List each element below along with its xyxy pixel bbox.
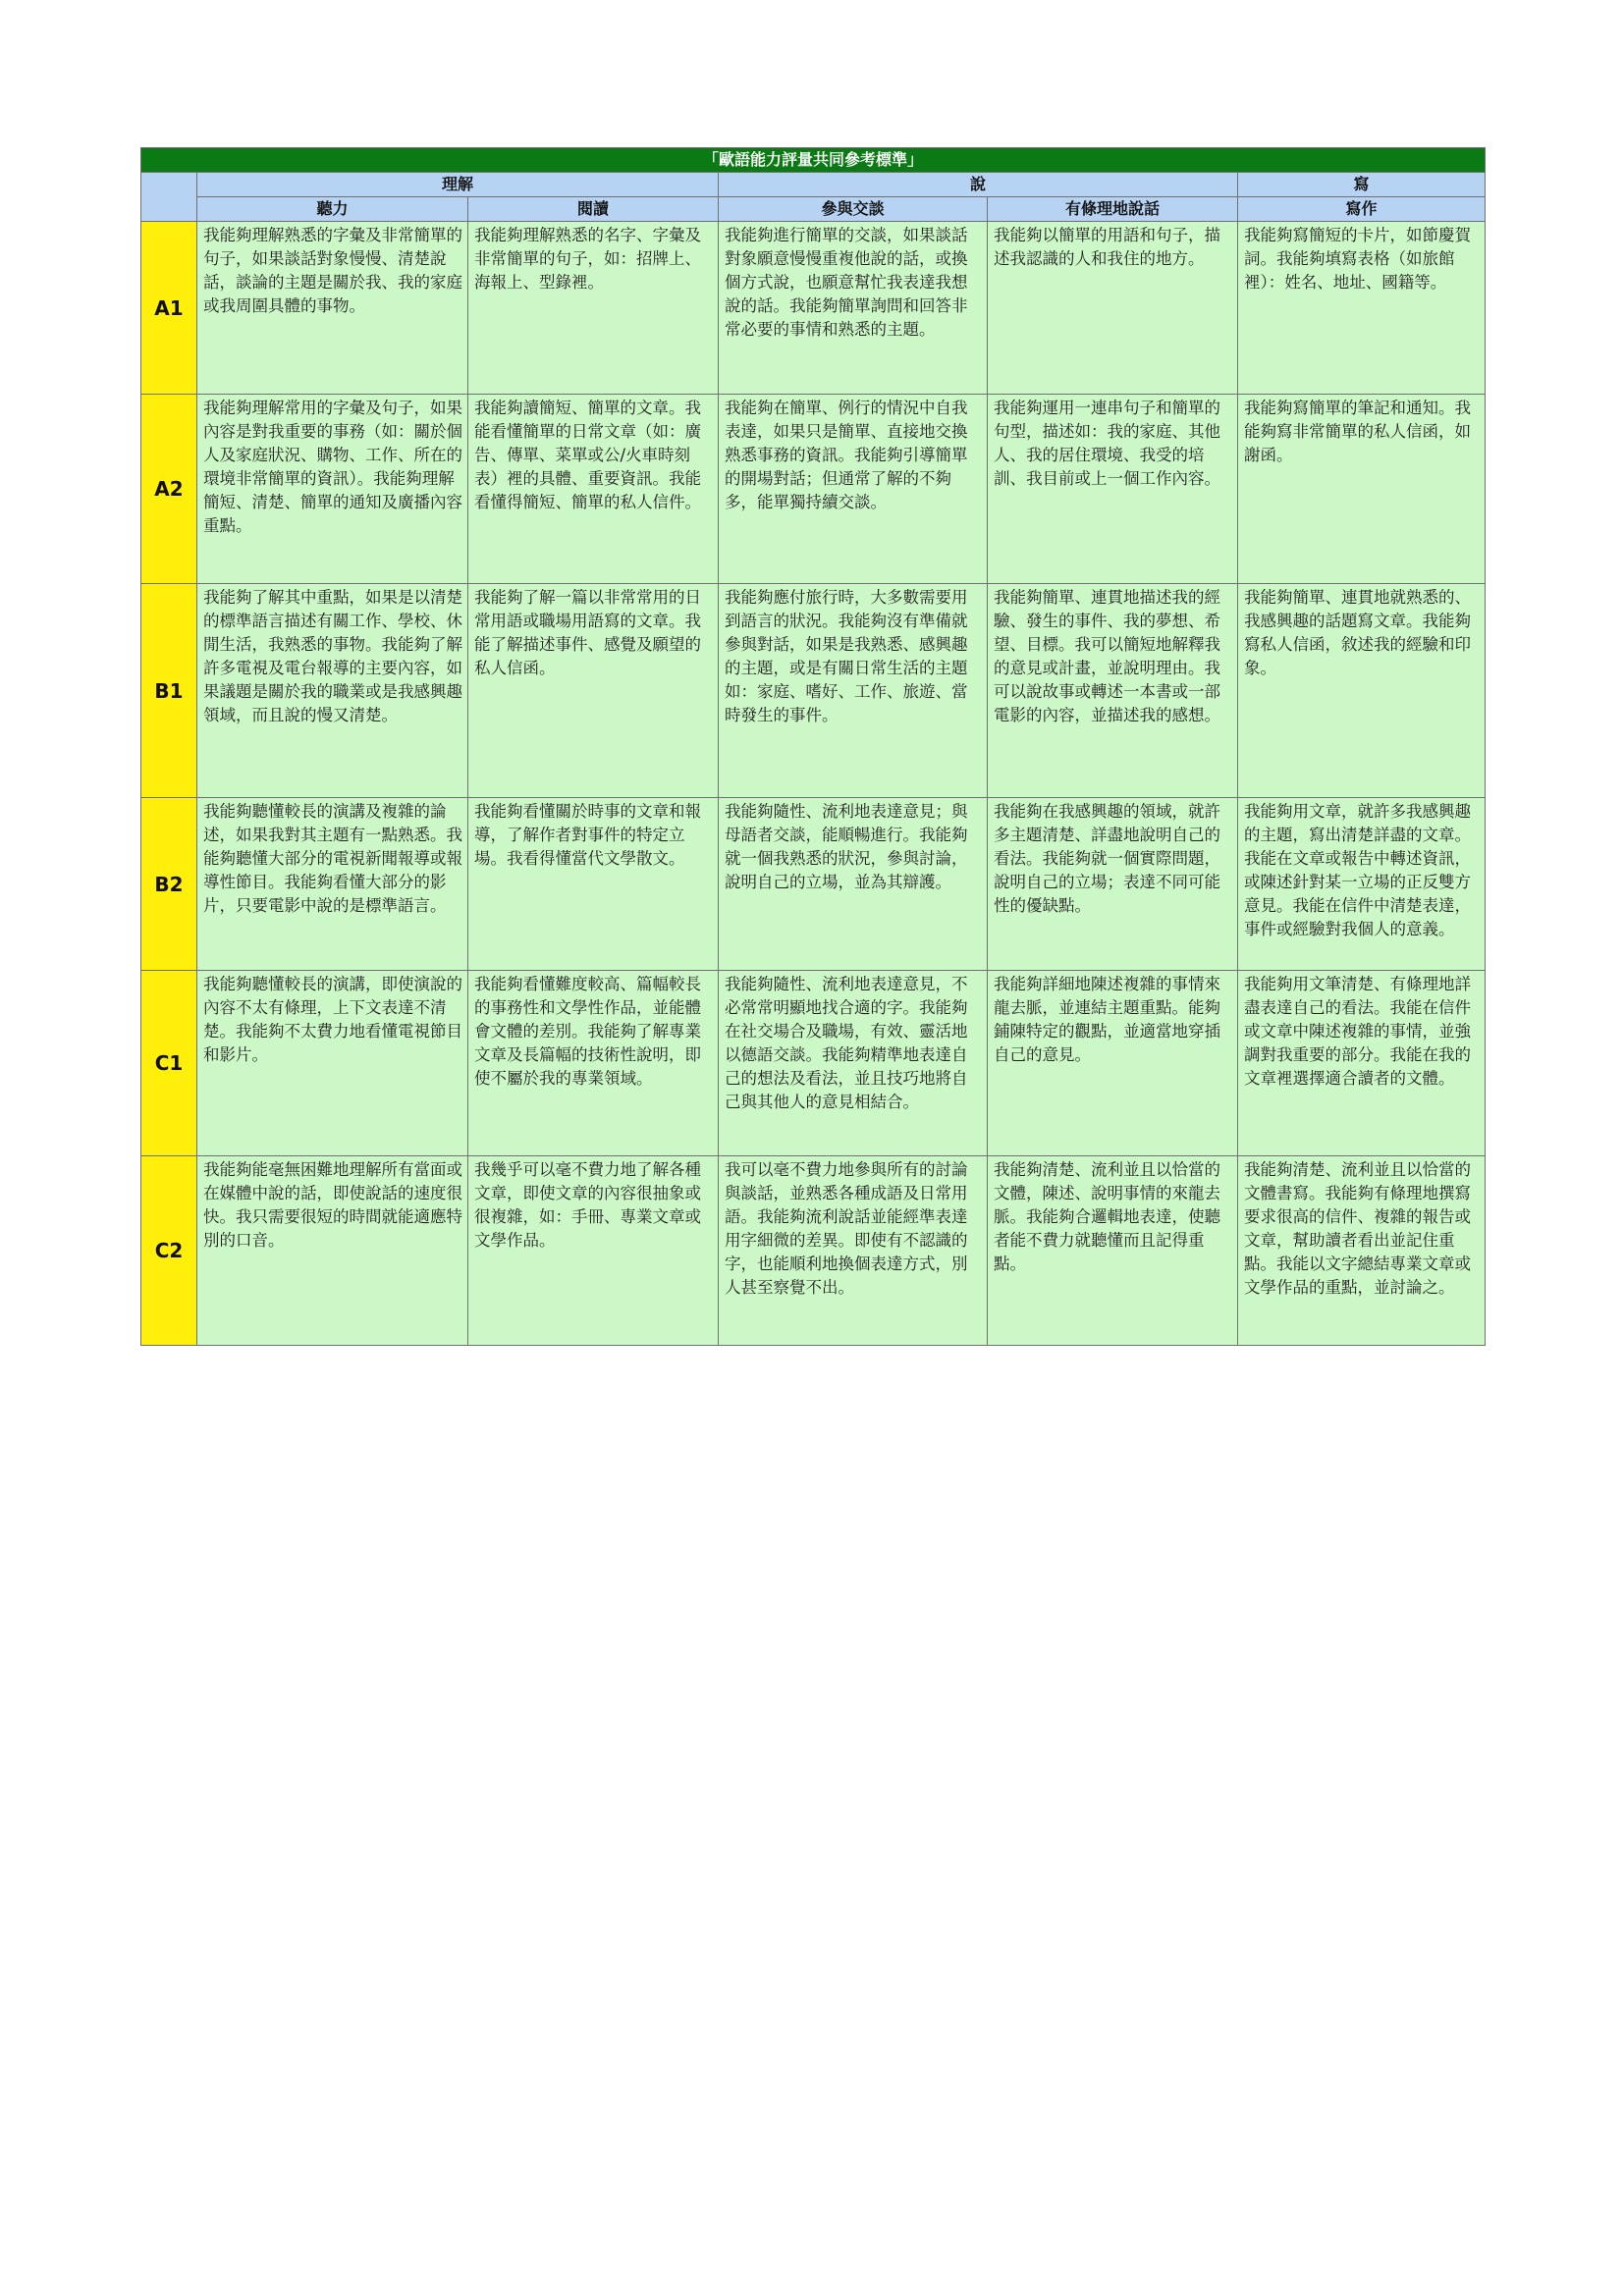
level-label: C2 (141, 1156, 197, 1346)
descriptor-cell (468, 584, 719, 798)
cell-text: 我能夠運用一連串句子和簡單的句型，描述如：我的家庭、其他人、我的居住環境、我受的培訓、我目前或上一個工作內容。 (994, 399, 1220, 488)
skill-header-writing: 寫作 (1238, 197, 1486, 222)
cell-text: 我能夠應付旅行時，大多數需要用到語言的狀況。我能夠沒有準備就參與對話，如果是我熟悉、感興趣的主題，或是有關日常生活的主題如：家庭、嗜好、工作、旅遊、當時發生的事件。 (725, 588, 968, 724)
descriptor-cell (719, 798, 988, 971)
level-label: C1 (141, 971, 197, 1156)
skill-header-reading: 閱讀 (468, 197, 719, 222)
level-label: A1 (141, 222, 197, 395)
corner-cell (141, 173, 197, 222)
cell-text: 我能夠理解熟悉的字彙及非常簡單的句子，如果談話對象慢慢、清楚說話，談論的主題是關於我、我的家庭或我周圍具體的事物。 (203, 226, 462, 315)
cell-text: 我能夠在簡單、例行的情況中自我表達，如果只是簡單、直接地交換熟悉事務的資訊。我能夠引導簡單的開場對話；但通常了解的不夠多，能單獨持續交談。 (725, 399, 968, 511)
descriptor-cell (468, 395, 719, 584)
cefr-reference-table (140, 147, 1486, 1346)
descriptor-cell (719, 1156, 988, 1346)
cell-text: 我可以毫不費力地參與所有的討論與談話，並熟悉各種成語及日常用語。我能夠流利說話並能經準表達用字細微的差異。即使有不認識的字，也能順利地換個表達方式，別人甚至察覺不出。 (725, 1160, 968, 1297)
group-header-writing: 寫 (1238, 173, 1486, 197)
descriptor-cell (197, 971, 468, 1156)
table-row (141, 395, 1486, 584)
descriptor-cell (1238, 395, 1486, 584)
cell-text: 我能夠了解其中重點，如果是以清楚的標準語言描述有關工作、學校、休閒生活，我熟悉的事物。我能夠了解許多電視及電台報導的主要內容，如果議題是關於我的職業或是我感興趣領域，而且說的慢又清楚。 (203, 588, 462, 724)
skill-header-listening: 聽力 (197, 197, 468, 222)
cell-text: 我幾乎可以毫不費力地了解各種文章，即使文章的內容很抽象或很複雜，如：手冊、專業文章或文學作品。 (474, 1160, 701, 1250)
descriptor-cell (197, 1156, 468, 1346)
cell-text: 我能夠理解熟悉的名字、字彙及非常簡單的句子，如：招牌上、海報上、型錄裡。 (474, 226, 701, 292)
descriptor-cell (468, 798, 719, 971)
level-label: B2 (141, 798, 197, 971)
cell-text: 我能夠寫簡短的卡片，如節慶賀詞。我能夠填寫表格（如旅館裡）：姓名、地址、國籍等。 (1244, 226, 1471, 292)
cell-text: 我能夠看懂難度較高、篇幅較長的事務性和文學性作品，並能體會文體的差別。我能夠了解專業文章及長篇幅的技術性說明，即使不屬於我的專業領域。 (474, 975, 701, 1088)
descriptor-cell (1238, 971, 1486, 1156)
descriptor-cell (197, 798, 468, 971)
cell-text: 我能夠讀簡短、簡單的文章。我能看懂簡單的日常文章（如：廣告、傳單、菜單或公/火車時刻表）裡的具體、重要資訊。我能看懂得簡短、簡單的私人信件。 (474, 399, 701, 511)
descriptor-cell (1238, 222, 1486, 395)
cell-text: 我能夠隨性、流利地表達意見，不必常常明顯地找合適的字。我能夠在社交場合及職場，有效、靈活地以德語交談。我能夠精準地表達自己的想法及看法，並且技巧地將自己與其他人的意見相結合。 (725, 975, 968, 1111)
descriptor-cell (988, 395, 1238, 584)
descriptor-cell (468, 1156, 719, 1346)
descriptor-cell (197, 395, 468, 584)
group-header-speaking: 說 (719, 173, 1238, 197)
descriptor-cell (719, 584, 988, 798)
descriptor-cell (468, 222, 719, 395)
table-row (141, 584, 1486, 798)
descriptor-cell (1238, 584, 1486, 798)
level-label: B1 (141, 584, 197, 798)
cell-text: 我能夠隨性、流利地表達意見；與母語者交談，能順暢進行。我能夠就一個我熟悉的狀況，參與討論，說明自己的立場，並為其辯護。 (725, 802, 968, 891)
table-row (141, 222, 1486, 395)
table-row (141, 1156, 1486, 1346)
descriptor-cell (719, 971, 988, 1156)
level-label: A2 (141, 395, 197, 584)
cell-text: 我能夠聽懂較長的演講及複雜的論述，如果我對其主題有一點熟悉。我能夠聽懂大部分的電視新聞報導或報導性節目。我能夠看懂大部分的影片，只要電影中說的是標準語言。 (203, 802, 462, 915)
cell-text: 我能夠了解一篇以非常常用的日常用語或職場用語寫的文章。我能了解描述事件、感覺及願望的私人信函。 (474, 588, 701, 677)
descriptor-cell (988, 971, 1238, 1156)
group-header-understanding: 理解 (197, 173, 719, 197)
skill-header-interaction: 參與交談 (719, 197, 988, 222)
cell-text: 我能夠詳細地陳述複雜的事情來龍去脈，並連結主題重點。能夠鋪陳特定的觀點，並適當地穿插自己的意見。 (994, 975, 1220, 1064)
table-row (141, 971, 1486, 1156)
descriptor-cell (1238, 798, 1486, 971)
cell-text: 我能夠在我感興趣的領域，就許多主題清楚、詳盡地說明自己的看法。我能夠就一個實際問題，說明自己的立場；表達不同可能性的優缺點。 (994, 802, 1220, 915)
cell-text: 我能夠寫簡單的筆記和通知。我能夠寫非常簡單的私人信函，如謝函。 (1244, 399, 1471, 464)
descriptor-cell (1238, 1156, 1486, 1346)
cell-text: 我能夠進行簡單的交談，如果談話對象願意慢慢重複他說的話，或換個方式說，也願意幫忙我表達我想說的話。我能夠簡單詢問和回答非常必要的事情和熟悉的主題。 (725, 226, 968, 339)
cell-text: 我能夠用文章，就許多我感興趣的主題，寫出清楚詳盡的文章。我能在文章或報告中轉述資訊，或陳述針對某一立場的正反雙方意見。我能在信件中清楚表達，事件或經驗對我個人的意義。 (1244, 802, 1471, 938)
descriptor-cell (988, 1156, 1238, 1346)
descriptor-cell (719, 222, 988, 395)
cell-text: 我能夠理解常用的字彙及句子，如果內容是對我重要的事務（如：關於個人及家庭狀況、購物、工作、所在的環境非常簡單的資訊）。我能夠理解簡短、清楚、簡單的通知及廣播內容重點。 (203, 399, 462, 535)
descriptor-cell (988, 222, 1238, 395)
table-title: 「歐語能力評量共同參考標準」 (141, 148, 1486, 173)
cell-text: 我能夠聽懂較長的演講，即使演說的內容不太有條理，上下文表達不清楚。我能夠不太費力地看懂電視節目和影片。 (203, 975, 462, 1064)
cell-text: 我能夠簡單、連貫地就熟悉的、我感興趣的話題寫文章。我能夠寫私人信函，敘述我的經驗和印象。 (1244, 588, 1471, 677)
descriptor-cell (719, 395, 988, 584)
descriptor-cell (468, 971, 719, 1156)
descriptor-cell (988, 798, 1238, 971)
skill-header-production: 有條理地說話 (988, 197, 1238, 222)
cell-text: 我能夠能毫無困難地理解所有當面或在媒體中說的話，即使說話的速度很快。我只需要很短的時間就能適應特別的口音。 (203, 1160, 462, 1250)
descriptor-cell (988, 584, 1238, 798)
cell-text: 我能夠看懂關於時事的文章和報導，了解作者對事件的特定立場。我看得懂當代文學散文。 (474, 802, 701, 868)
descriptor-cell (197, 222, 468, 395)
cell-text: 我能夠清楚、流利並且以恰當的文體書寫。我能夠有條理地撰寫要求很高的信件、複雜的報告或文章，幫助讀者看出並記住重點。我能以文字總結專業文章或文學作品的重點，並討論之。 (1244, 1160, 1471, 1297)
cell-text: 我能夠清楚、流利並且以恰當的文體，陳述、說明事情的來龍去脈。我能夠合邏輯地表達，使聽者能不費力就聽懂而且記得重點。 (994, 1160, 1220, 1273)
cell-text: 我能夠簡單、連貫地描述我的經驗、發生的事件、我的夢想、希望、目標。我可以簡短地解釋我的意見或計畫，並說明理由。我可以說故事或轉述一本書或一部電影的內容，並描述我的感想。 (994, 588, 1220, 724)
cell-text: 我能夠用文筆清楚、有條理地詳盡表達自己的看法。我能在信件或文章中陳述複雜的事情，並強調對我重要的部分。我能在我的文章裡選擇適合讀者的文體。 (1244, 975, 1471, 1088)
cell-text: 我能夠以簡單的用語和句子，描述我認識的人和我住的地方。 (994, 226, 1220, 268)
descriptor-cell (197, 584, 468, 798)
table-row (141, 798, 1486, 971)
